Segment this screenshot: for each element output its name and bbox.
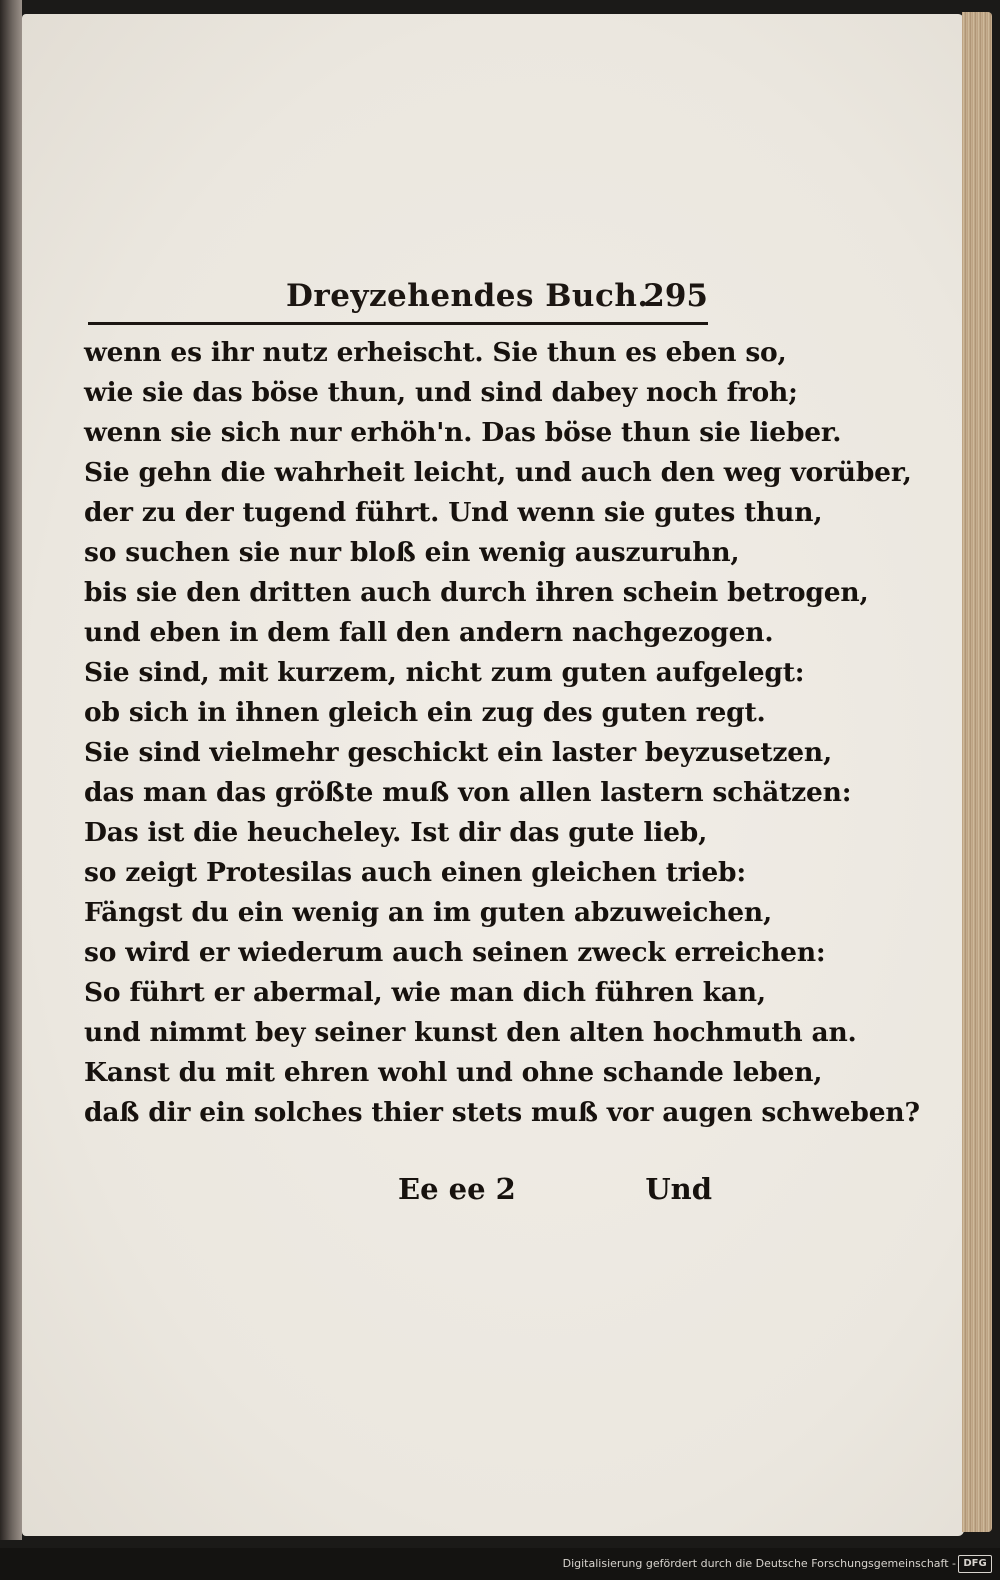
signature-mark: Ee ee 2 [398,1172,516,1206]
running-title: Dreyzehendes Buch. [286,278,649,314]
verse-line: Sie sind, mit kurzem, nicht zum guten aufgelegt: [84,657,805,688]
verse-line: wenn es ihr nutz erheischt. Sie thun es eben so, [84,337,787,368]
catchword: Und [645,1172,712,1206]
header-rule [88,322,708,325]
verse-text [84,333,920,1133]
verse-line: so zeigt Protesilas auch einen gleichen trieb: [84,857,746,888]
verse-line: Das ist die heucheley. Ist dir das gute lieb, [84,817,708,848]
verse-line: Sie gehn die wahrheit leicht, und auch den weg vorüber, [84,457,912,488]
verse-line: und nimmt bey seiner kunst den alten hochmuth an. [84,1017,857,1048]
verse-line: Fängst du ein wenig an im guten abzuweichen, [84,897,773,928]
verse-line: der zu der tugend führt. Und wenn sie gutes thun, [84,497,823,528]
verse-line: wie sie das böse thun, und sind dabey noch froh; [84,377,798,408]
verse-line: bis sie den dritten auch durch ihren schein betrogen, [84,577,869,608]
verse-line: ob sich in ihnen gleich ein zug des guten regt. [84,697,766,728]
verse-line: so wird er wiederum auch seinen zweck erreichen: [84,937,826,968]
verse-line: So führt er abermal, wie man dich führen kan, [84,977,766,1008]
digitization-credit: Digitalisierung gefördert durch die Deutsche Forschungsgemeinschaft - [562,1557,956,1570]
page-number: 295 [643,278,708,314]
facing-page-edge [0,0,22,1540]
verse-line: so suchen sie nur bloß ein wenig auszuruhn, [84,537,740,568]
verse-line: Kanst du mit ehren wohl und ohne schande leben, [84,1057,823,1088]
page-stack-edge [962,12,992,1532]
verse-line: Sie sind vielmehr geschickt ein laster beyzusetzen, [84,737,832,768]
dfg-logo: DFG [958,1555,992,1573]
verse-line: das man das größte muß von allen lastern schätzen: [84,777,852,808]
page-footer [88,1172,712,1216]
page-header [88,278,708,322]
verse-line: und eben in dem fall den andern nachgezogen. [84,617,774,648]
verse-line: wenn sie sich nur erhöh'n. Das böse thun sie lieber. [84,417,842,448]
verse-line: daß dir ein solches thier stets muß vor augen schweben? [84,1097,920,1128]
